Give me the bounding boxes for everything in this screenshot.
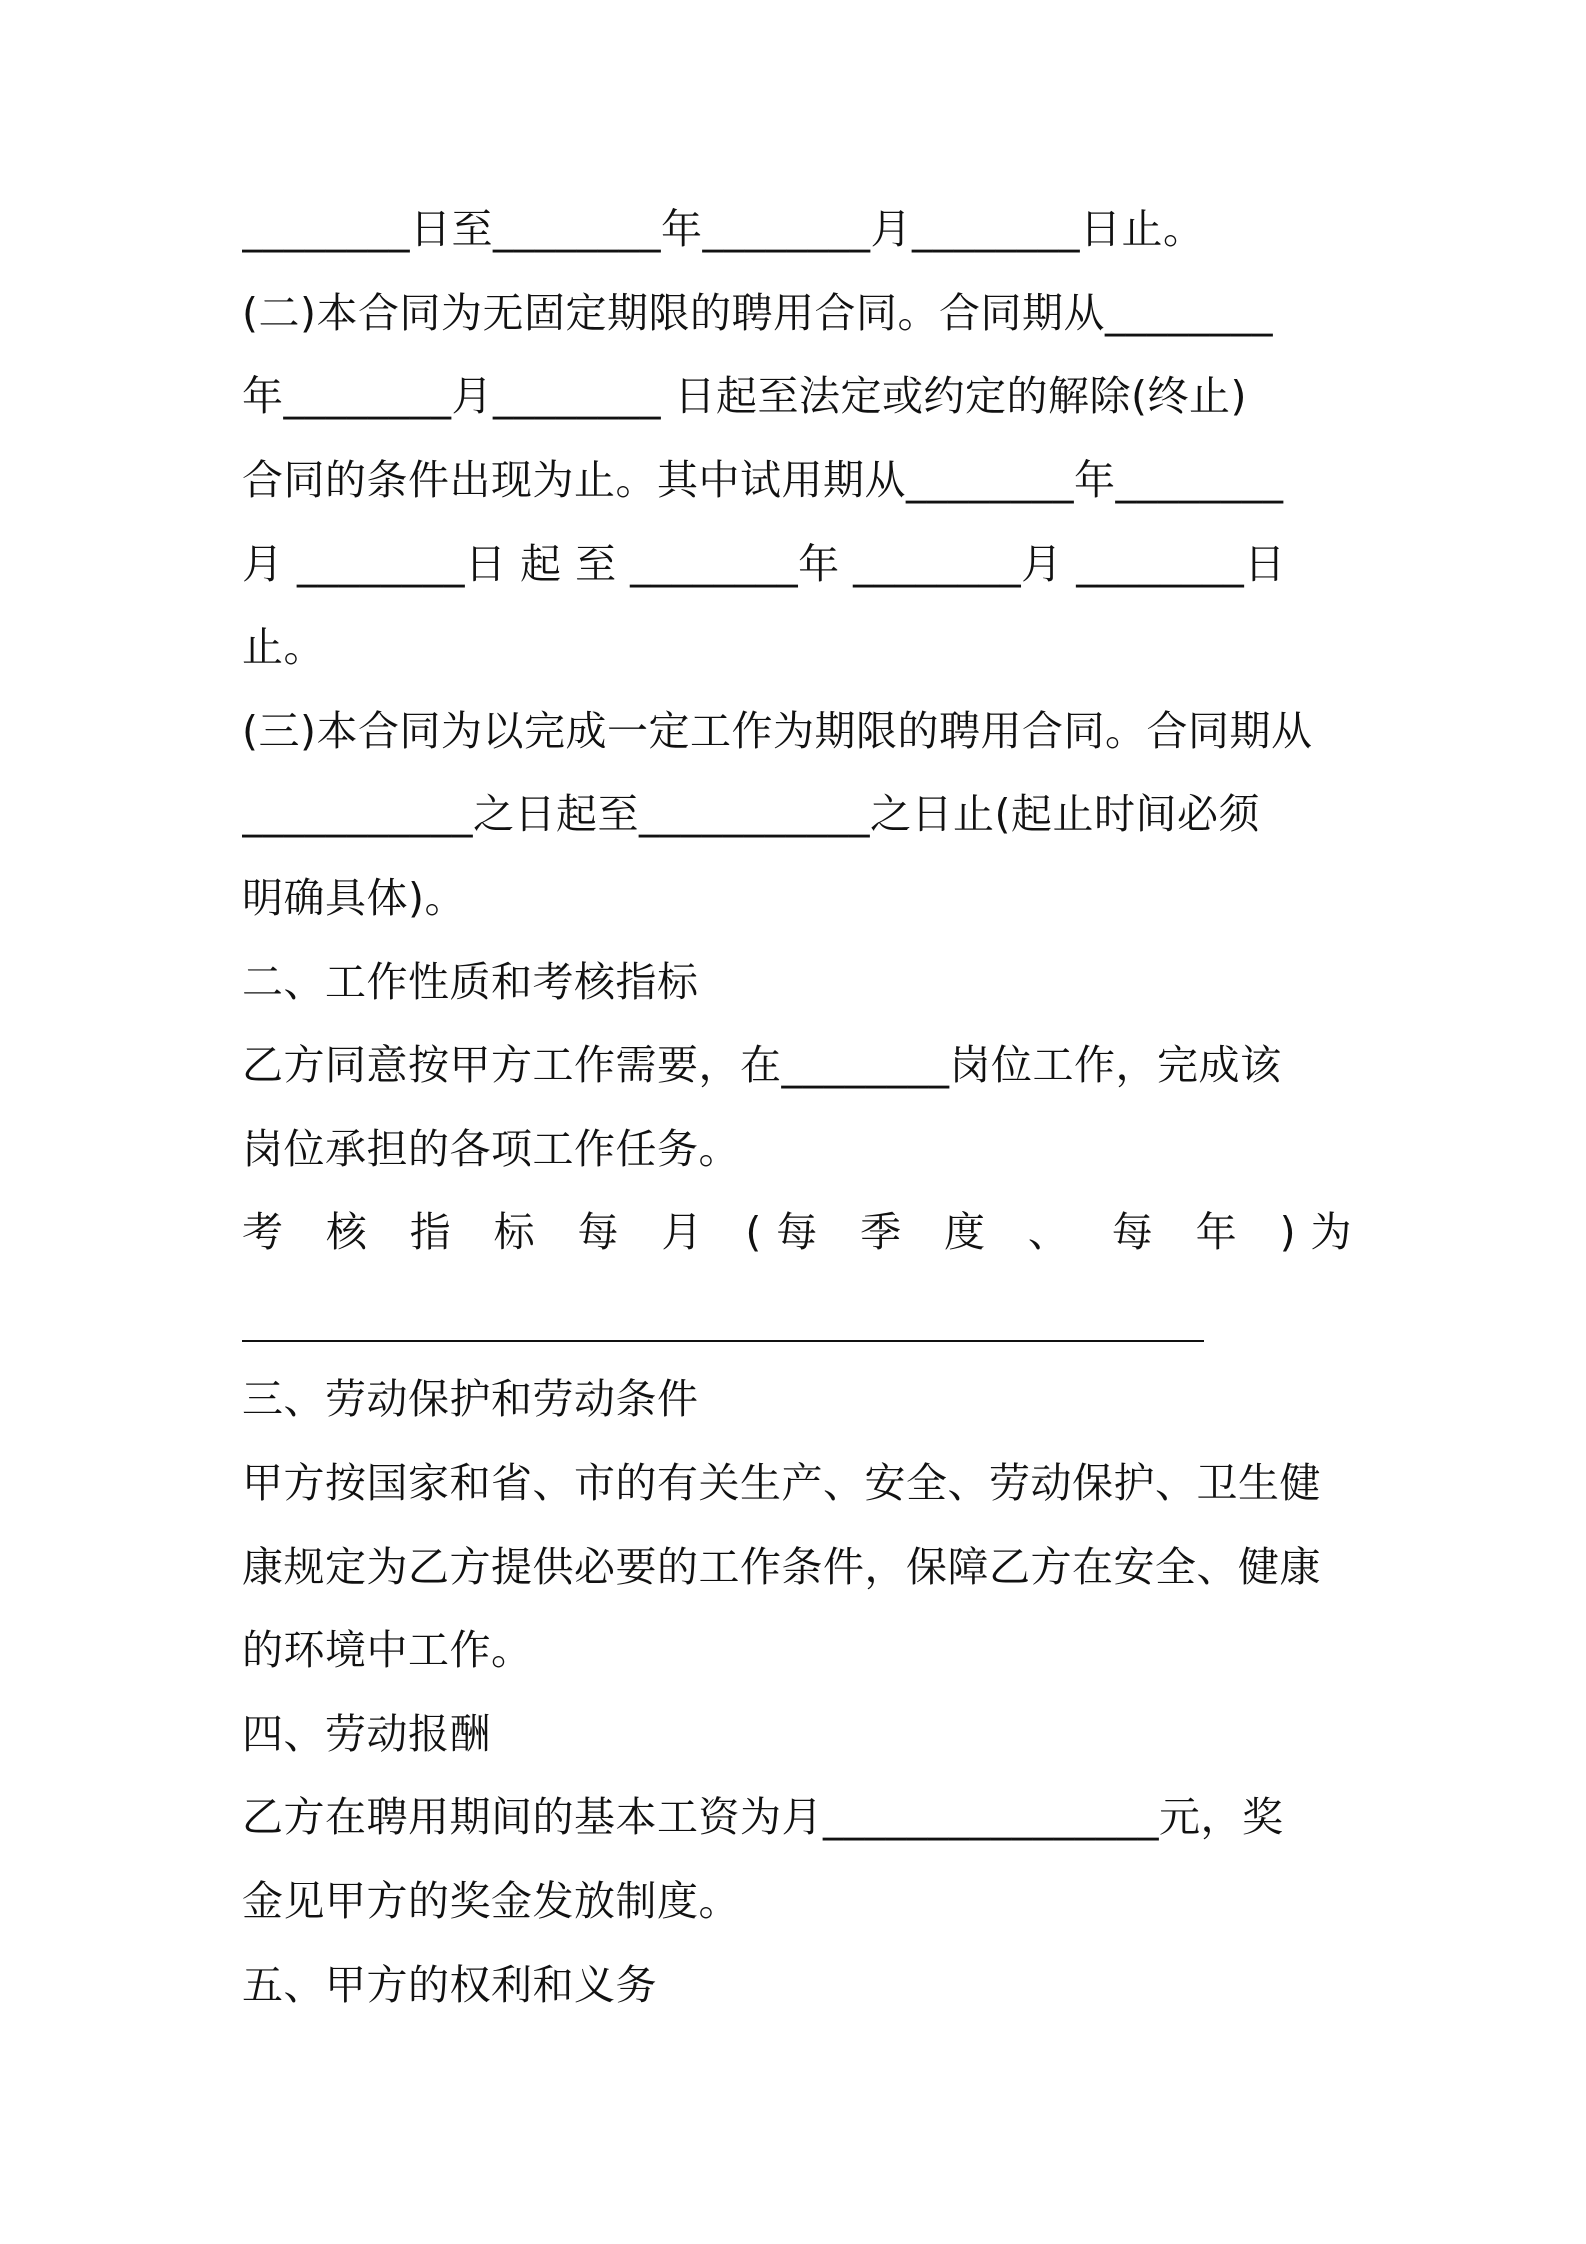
contract-line-position-duties: 岗位承担的各项工作任务。 bbox=[242, 1125, 740, 1173]
contract-line-probation-start: 合同的条件出现为止。其中试用期从________年________ bbox=[242, 456, 1284, 504]
section-heading-work-nature: 二、工作性质和考核指标 bbox=[242, 958, 699, 1006]
assessment-blank-line bbox=[242, 1340, 1204, 1342]
contract-line-term-end-date: ________日至________年________月________日止。 bbox=[242, 205, 1205, 253]
contract-line-salary: 乙方在聘用期间的基本工资为月________________元，奖 bbox=[242, 1793, 1284, 1841]
contract-line-indefinite-term: (二)本合同为无固定期限的聘用合同。合同期从________ bbox=[242, 289, 1273, 337]
contract-line-protection-1: 甲方按国家和省、市的有关生产、安全、劳动保护、卫生健 bbox=[242, 1459, 1321, 1507]
contract-line-task-based-term: (三)本合同为以完成一定工作为期限的聘用合同。合同期从 bbox=[242, 707, 1313, 755]
contract-line-indefinite-start: 年________月________ 日起至法定或约定的解除(终止) bbox=[242, 372, 1248, 420]
contract-line-position: 乙方同意按甲方工作需要，在________岗位工作，完成该 bbox=[242, 1041, 1282, 1089]
contract-line-protection-3: 的环境中工作。 bbox=[242, 1626, 533, 1674]
contract-line-bonus: 金见甲方的奖金发放制度。 bbox=[242, 1877, 740, 1925]
contract-line-probation-end: 止。 bbox=[242, 623, 325, 671]
section-heading-labor-protection: 三、劳动保护和劳动条件 bbox=[242, 1375, 699, 1423]
section-heading-remuneration: 四、劳动报酬 bbox=[242, 1710, 491, 1758]
contract-line-assessment: 考 核 指 标 每 月 (每 季 度 、 每 年 )为 bbox=[242, 1208, 1352, 1256]
section-heading-employer-rights: 五、甲方的权利和义务 bbox=[242, 1961, 657, 2009]
contract-line-task-based-dates: ___________之日起至___________之日止(起止时间必须 bbox=[242, 790, 1260, 838]
contract-line-task-based-note: 明确具体)。 bbox=[242, 874, 466, 922]
contract-line-protection-2: 康规定为乙方提供必要的工作条件，保障乙方在安全、健康 bbox=[242, 1543, 1321, 1591]
contract-line-probation-dates: 月 ________日 起 至 ________年 ________月 ________日 bbox=[242, 540, 1286, 588]
